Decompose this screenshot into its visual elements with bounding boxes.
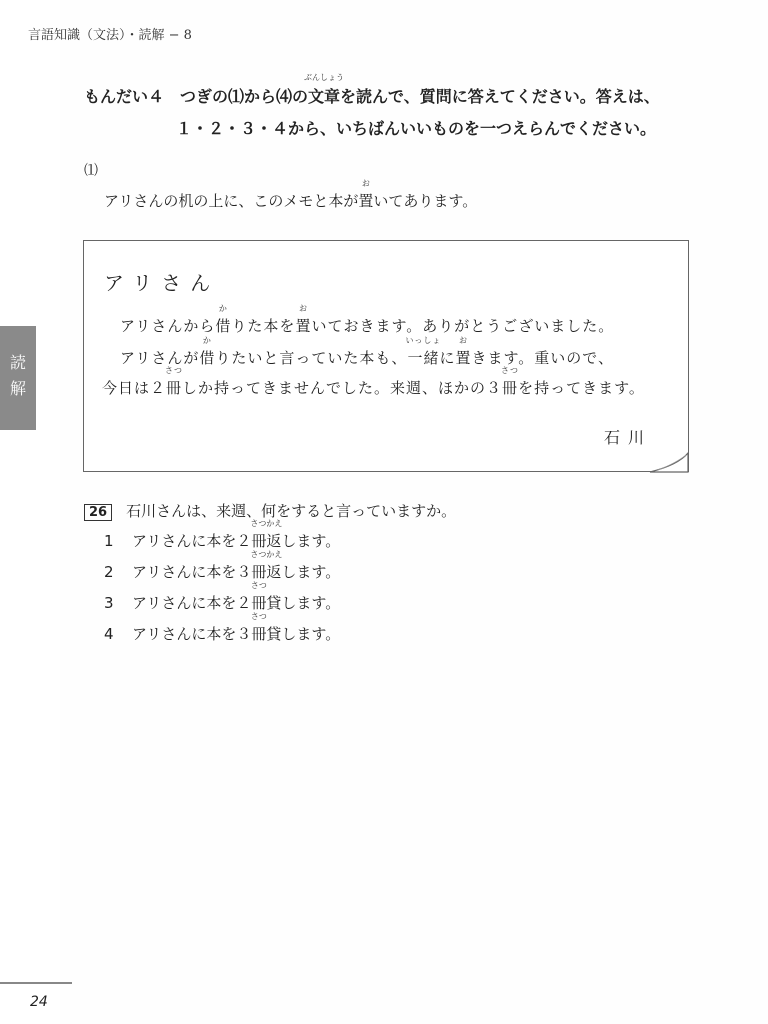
intro-sentence: アリさんの机の上に、このメモと本が お 置いてあります。: [104, 179, 478, 210]
choice-1[interactable]: 1 アリさんに本を２ さつかえ 冊返します。: [104, 519, 341, 550]
memo-line-3: 今日は２ さつ 冊しか持ってきませんでした。来週、ほかの３ さつ 冊を持ってきます。: [102, 366, 645, 397]
choice-4[interactable]: 4 アリさんに本を３ さつ 冊貸します。: [104, 612, 341, 643]
question-number-box: 26: [84, 504, 112, 521]
memo-line-2: アリさんが か 借りたいと言っていた本も、 いっしょ 一緒に お 置きます。重いので、: [120, 336, 614, 367]
memo-note: [83, 240, 689, 472]
page-header: 言語知識（文法）・読解 − 8: [28, 28, 192, 43]
ruby-bunshou: ぶんしょう 文章: [304, 73, 345, 106]
passage-number: ⑴: [84, 163, 98, 179]
footer-rule: [0, 982, 72, 984]
page-number: 24: [30, 994, 48, 1010]
instructions-line-1: もんだい４ つぎの⑴から⑷の ぶんしょう 文章を読んで、質問に答えてください。答えは、: [84, 73, 660, 106]
choice-2[interactable]: 2 アリさんに本を３ さつかえ 冊返します。: [104, 550, 341, 581]
question-text: 石川さんは、来週、何をすると言っていますか。: [126, 502, 457, 520]
memo-recipient: アリさん: [104, 271, 220, 295]
section-side-tab: 読 解: [0, 326, 36, 430]
memo-signature: 石川: [603, 428, 652, 447]
memo-line-1: アリさんから か 借りた本を お 置いておきます。ありがとうございました。: [120, 304, 615, 335]
page-curl-icon: [648, 451, 690, 473]
instructions-line-2: １・２・３・４から、いちばんいいものを一つえらんでください。: [176, 119, 657, 138]
choice-3[interactable]: 3 アリさんに本を２ さつ 冊貸します。: [104, 581, 341, 612]
